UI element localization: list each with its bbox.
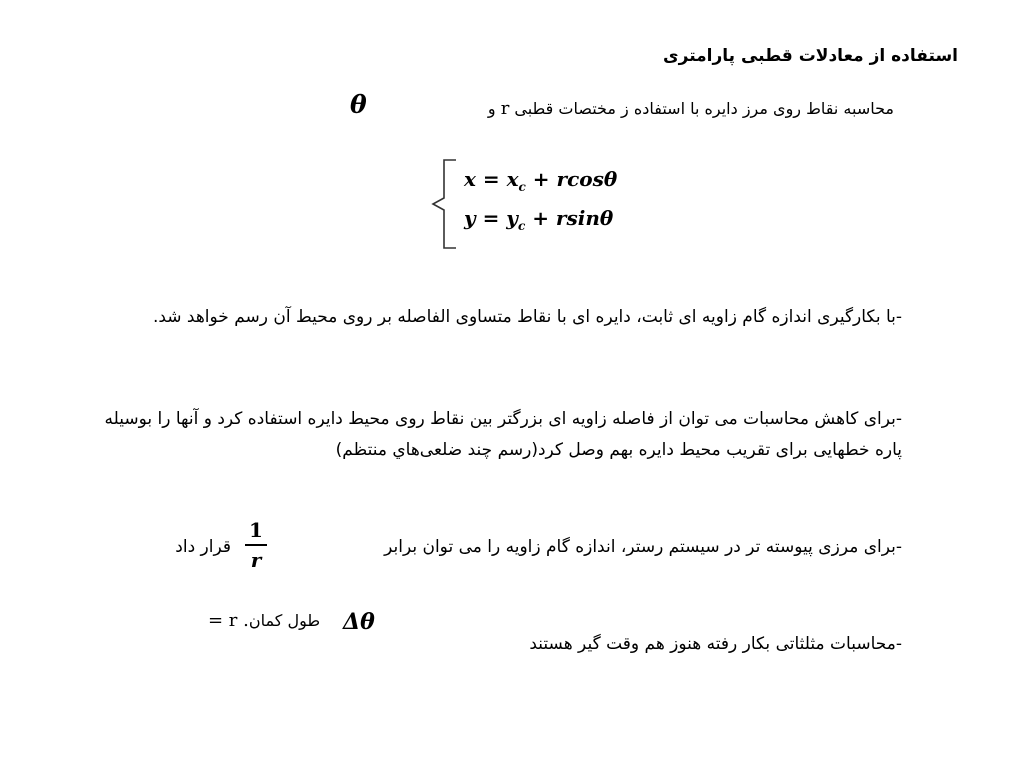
theta-symbol: θ	[350, 90, 367, 119]
fraction-denominator: r	[250, 548, 262, 572]
delta-theta-symbol: Δθ	[343, 609, 375, 635]
one-over-r-fraction	[245, 518, 267, 572]
equals-r: = r .	[208, 610, 249, 631]
and-word: و	[487, 99, 496, 118]
equation-x-rhs: + rcosθ	[525, 167, 618, 191]
equation-y-lhs: y = y	[464, 206, 518, 230]
intro-text: محاسبه نقاط روی مرز دایره با استفاده ز مختصات قطبی	[514, 99, 894, 118]
left-brace-icon	[430, 158, 460, 250]
paragraph-fixed-step: -با بکارگیری اندازه گام زاویه ای ثابت، دایره ای با نقاط متساوی الفاصله بر روی محیط آن رسم خواهد شد.	[152, 307, 902, 327]
paragraph-reduce-computation: -برای کاهش محاسبات می توان از فاصله زاویه ای بزرگتر بین نقاط روی محیط دایره استفاده کرد و آنها را بوسیله پاره خطهایی برای تقریب محیط دایره بهم وصل کرد(رسم چند ضلعی‌هاي منتظم)	[104, 409, 902, 460]
fraction-numerator: 1	[249, 518, 263, 542]
r-symbol: r	[500, 98, 510, 119]
fraction-bar	[245, 544, 267, 546]
equation-x-lhs: x = x	[464, 167, 519, 191]
step-size-text: -برای مرزی پیوسته تر در سیستم رستر، اندازه گام زاویه را می توان برابر	[384, 537, 902, 557]
parametric-equations	[430, 158, 670, 250]
equation-y-sub: c	[517, 219, 526, 233]
intro-line	[488, 98, 894, 119]
equation-y-rhs: + rsinθ	[525, 206, 614, 230]
arc-length-formula	[208, 610, 320, 631]
equation-y	[464, 206, 613, 233]
equation-x-sub: c	[518, 180, 526, 194]
slide-title: استفاده از معادلات قطبی پارامتری	[663, 46, 958, 66]
equation-x	[464, 167, 617, 194]
step-size-end-text: قرار داد	[175, 537, 231, 557]
last-line: -محاسبات مثلثاتی بکار رفته هنوز هم وقت گیر هستند	[529, 634, 902, 654]
arc-length-label: طول کمان	[248, 611, 321, 630]
